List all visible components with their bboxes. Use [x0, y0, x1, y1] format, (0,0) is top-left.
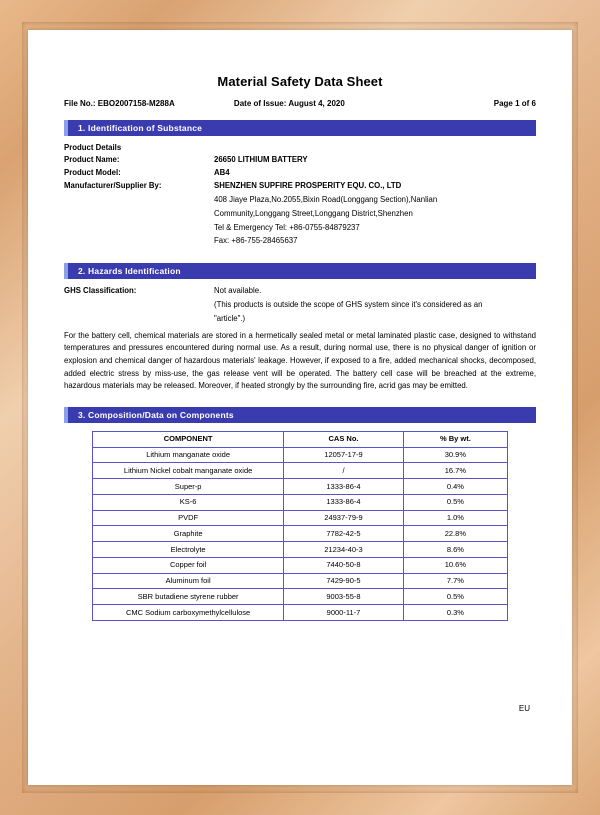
cell-component: Aluminum foil: [93, 573, 284, 589]
ghs-note-line-2: "article".): [214, 313, 246, 323]
cell-percent: 16.7%: [404, 463, 508, 479]
date-of-issue: [234, 99, 404, 108]
cell-component: Electrolyte: [93, 542, 284, 558]
cell-cas: 7782-42-5: [283, 526, 403, 542]
file-no-label: File No.:: [64, 99, 96, 108]
column-header-component: COMPONENT: [93, 431, 284, 447]
telephone-line: Tel & Emergency Tel: +86-0755-84879237: [214, 222, 360, 232]
product-details-label: Product Details: [64, 143, 122, 152]
table-row: [93, 447, 507, 463]
cell-percent: 7.7%: [404, 573, 508, 589]
manufacturer-value: SHENZHEN SUPFIRE PROSPERITY EQU. CO., LTD: [214, 181, 402, 191]
table-row: [93, 463, 507, 479]
cell-cas: 12057-17-9: [283, 447, 403, 463]
cell-percent: 0.5%: [404, 494, 508, 510]
column-header-percent: % By wt.: [404, 431, 508, 447]
date-value: August 4, 2020: [288, 99, 345, 108]
address-line-2: Community,Longgang Street,Longgang District,Shenzhen: [214, 208, 413, 218]
table-row: [93, 573, 507, 589]
address-line-1: 408 Jiaye Plaza,No.2055,Bixin Road(Longgang Section),Nanlian: [214, 195, 438, 205]
section-heading-2: 2. Hazards Identification: [64, 263, 536, 279]
ghs-note-line-1: (This products is outside the scope of GHS system since it's considered as an: [214, 300, 483, 310]
column-header-cas: CAS No.: [283, 431, 403, 447]
table-row: [93, 557, 507, 573]
cell-component: SBR butadiene styrene rubber: [93, 589, 284, 605]
product-name-value: 26650 LITHIUM BATTERY: [214, 155, 308, 164]
cell-cas: /: [283, 463, 403, 479]
cell-cas: 24937-79-9: [283, 510, 403, 526]
cell-component: PVDF: [93, 510, 284, 526]
product-name-row: [64, 155, 536, 166]
table-row: [93, 510, 507, 526]
ghs-classification-row: [64, 286, 536, 297]
product-model-value: AB4: [214, 168, 230, 178]
file-no-value: EBO2007158-M288A: [97, 99, 175, 108]
page-title: Material Safety Data Sheet: [217, 74, 383, 89]
manufacturer-row: [64, 181, 536, 192]
table-row: [93, 589, 507, 605]
date-label: Date of Issue:: [233, 99, 287, 108]
cell-component: Lithium manganate oxide: [93, 447, 284, 463]
cell-cas: 9003-55-8: [283, 589, 403, 605]
cell-percent: 0.5%: [404, 589, 508, 605]
cell-percent: 0.4%: [404, 479, 508, 495]
product-model-label: Product Model:: [64, 168, 121, 178]
composition-table: [92, 431, 507, 621]
cell-cas: 1333-86-4: [283, 494, 403, 510]
cell-cas: 7440-50-8: [283, 557, 403, 573]
cell-component: CMC Sodium carboxymethylcellulose: [93, 605, 284, 621]
manufacturer-label: Manufacturer/Supplier By:: [64, 181, 162, 191]
cell-cas: 9000-11-7: [283, 605, 403, 621]
table-row: [93, 526, 507, 542]
hazards-paragraph: For the battery cell, chemical materials are stored in a hermetically sealed metal or metal laminated plastic case, designed to withstand temperatures and pressures encountered during normal use. As a result, during normal use, there is no physical danger of ignition or explosion and chemical danger of hazardous materials' leakage. However, if exposed to a fire, added mechanical shocks, decomposed, added electric stress by miss-use, the gas release vent will be operated. The battery cell case will be breached at the extreme, hazardous materials may be released. Moreover, if heated strongly by the surrounding fire, acrid gas may be emitted.: [64, 330, 536, 391]
cell-cas: 1333-86-4: [283, 479, 403, 495]
cell-component: Lithium Nickel cobalt manganate oxide: [93, 463, 284, 479]
cell-percent: 10.6%: [404, 557, 508, 573]
table-header-row: [93, 431, 507, 447]
section-heading-1: 1. Identification of Substance: [64, 120, 536, 136]
fax-line: Fax: +86-755-28465637: [214, 236, 298, 246]
cell-percent: 8.6%: [404, 542, 508, 558]
cell-percent: 0.3%: [404, 605, 508, 621]
footer-mark: EU: [518, 704, 530, 713]
ghs-label: GHS Classification:: [64, 286, 137, 296]
table-row: [93, 605, 507, 621]
cell-cas: 21234-40-3: [283, 542, 403, 558]
product-model-row: [64, 168, 536, 179]
product-name-label: Product Name:: [64, 155, 120, 164]
cell-percent: 30.9%: [404, 447, 508, 463]
cell-component: Copper foil: [93, 557, 284, 573]
table-row: [93, 479, 507, 495]
cell-percent: 1.0%: [404, 510, 508, 526]
document-page: [28, 30, 572, 785]
table-row: [93, 542, 507, 558]
page-number: Page 1 of 6: [493, 99, 536, 108]
section-heading-3: 3. Composition/Data on Components: [64, 407, 536, 423]
table-row: [93, 494, 507, 510]
cell-component: Super-p: [93, 479, 284, 495]
cell-cas: 7429-90-5: [283, 573, 403, 589]
cell-component: KS-6: [93, 494, 284, 510]
document-meta: [64, 99, 536, 108]
file-no: [64, 99, 224, 108]
cell-percent: 22.8%: [404, 526, 508, 542]
cell-component: Graphite: [93, 526, 284, 542]
ghs-value: Not available.: [214, 286, 262, 296]
